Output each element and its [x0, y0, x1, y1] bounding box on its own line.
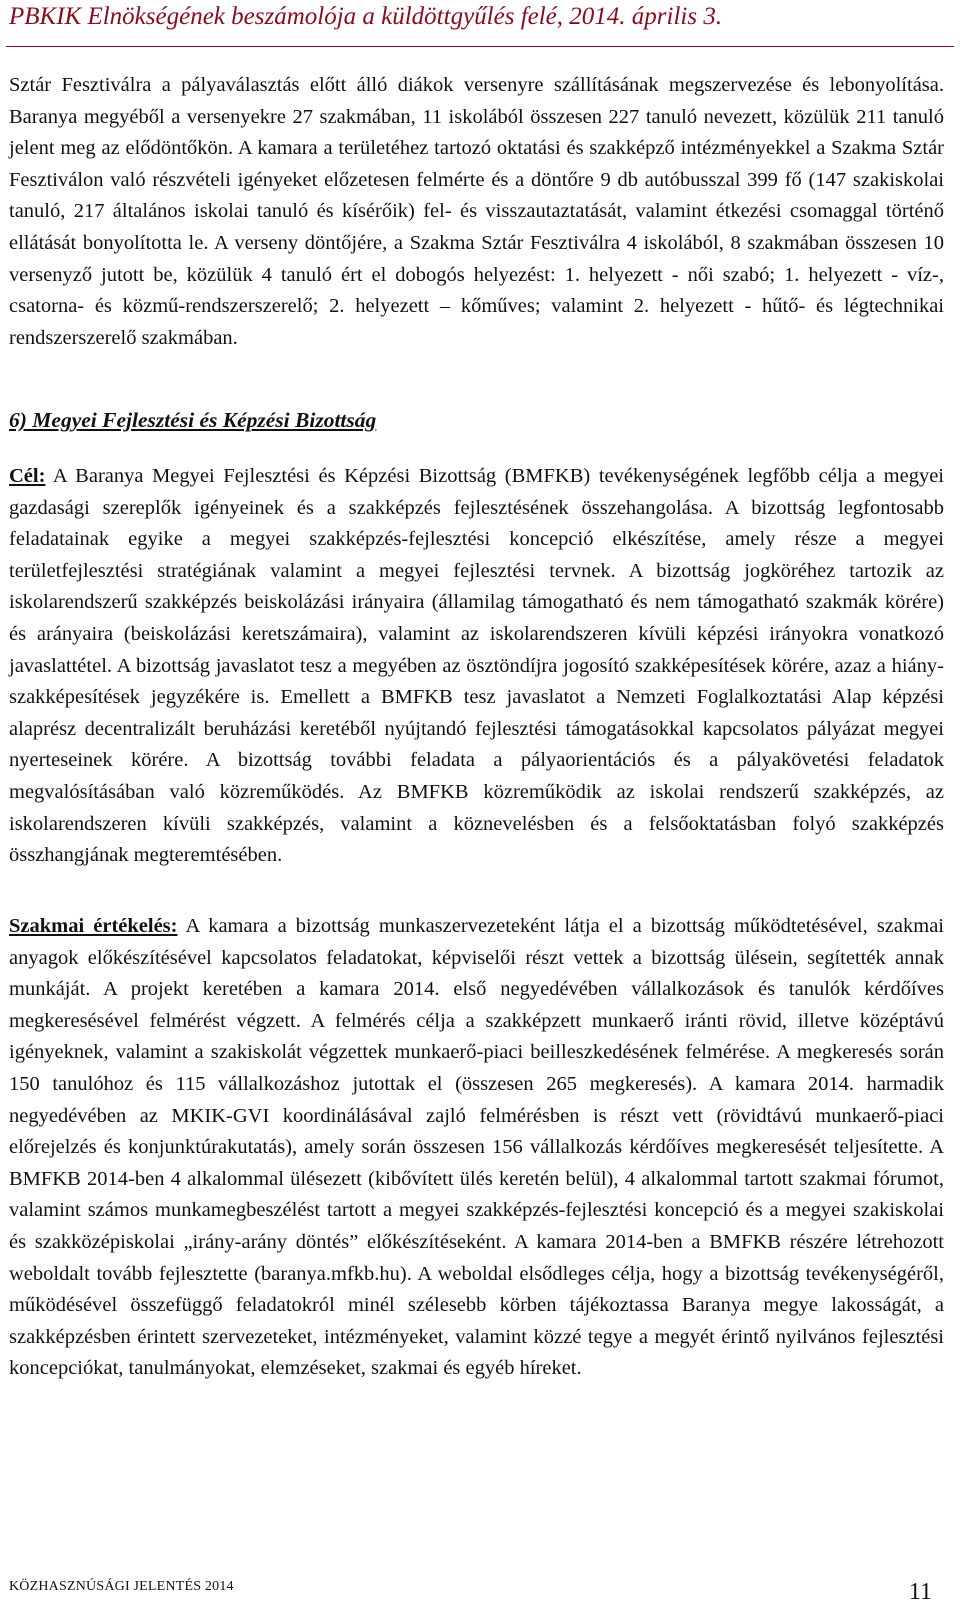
- footer-label: KÖZHASZNÚSÁGI JELENTÉS 2014: [9, 1579, 234, 1594]
- goal-text: A Baranya Megyei Fejlesztési és Képzési Bizottság (BMFKB) tevékenységének legfőbb célja a megyei gazdasági szereplők igényeinek és a szakképzés fejlesztésének összehangolása. A bizottság legfontosabb feladatainak egyike a megyei szakképzés-fejlesztési koncepció elkészítése, amely része a megyei területfejlesztési stratégiának valamint a megyei fejlesztési tervnek. A bizottság jogköréhez tartozik az iskolarendszerű szakképzés beiskolázási irányaira (államilag támogatható és nem támogatható szakmák körére) és arányaira (beiskolázási keretszámaira), valamint az iskolarendszeren kívüli képzési irányokra vonatkozó javaslattétel. A bizottság javaslatot tesz a megyében az ösztöndíjra jogosító szakképesítések körére, azaz a hiány-szakképesítések jegyzékére is. Emellett a BMFKB tesz javaslatot a Nemzeti Foglalkoztatási Alap képzési alaprész decentralizált beruházási keretéből nyújtandó fejlesztési támogatásokkal kapcsolatos pályázat megyei nyerteseinek körére. A bizottság további feladata a pályaorientációs és a pályakövetési feladatok megvalósításában való közreműködés. Az BMFKB közreműködik az iskolai rendszerű szakképzés, az iskolarendszeren kívüli szakképzés, valamint a köznevelésben és a felsőoktatásban folyó szakképzés összhangjának megteremtésében.: [9, 465, 944, 867]
- header-divider: [6, 46, 954, 47]
- intro-paragraph: Sztár Fesztiválra a pályaválasztás előtt álló diákok versenyre szállításának megszervezése és lebonyolítása. Baranya megyéből a versenyekre 27 szakmában, 11 iskolából összesen 227 tanuló nevezett, közülük 211 tanuló jelent meg az elődöntőkön. A kamara a területéhez tartozó oktatási és szakképző intézményekkel a Szakma Sztár Fesztiválon való részvételi igényeket előzetesen felmérte és a döntőre 9 db autóbusszal 399 fő (147 szakiskolai tanuló, 217 általános iskolai tanuló és kísérőik) fel- és visszautaztatását, valamint étkezési csomaggal történő ellátását bonyolította le. A verseny döntőjére, a Szakma Sztár Fesztiválra 4 iskolából, 8 szakmában összesen 10 versenyző jutott be, közülük 4 tanuló ért el dobogós helyezést: 1. helyezett - női szabó; 1. helyezett - víz-, csatorna- és közmű-rendszerszerelő; 2. helyezett – kőműves; valamint 2. helyezett - hűtő- és légtechnikai rendszerszerelő szakmában.: [9, 74, 944, 349]
- section-heading: 6) Megyei Fejlesztési és Képzési Bizottság: [9, 408, 377, 432]
- page-header-title: PBKIK Elnökségének beszámolója a küldöttgyűlés felé, 2014. április 3.: [9, 3, 723, 30]
- page-number: 11: [908, 1579, 932, 1605]
- goal-label: Cél:: [9, 465, 46, 487]
- evaluation-text: A kamara a bizottság munkaszervezeteként látja el a bizottság működtetésével, szakmai anyagok előkészítésével kapcsolatos feladatokat, képviselői részt vettek a bizottság ülésein, segítették annak munkáját. A projekt keretében a kamara 2014. első negyedévében vállalkozások és tanulók kérdőíves megkeresésével felmérést végzett. A felmérés célja a szakképzett munkaerő iránti rövid, illetve középtávú igényeknek, valamint a szakiskolát végzettek munkaerő-piaci beilleszkedésének felmérése. A megkeresés során 150 tanulóhoz és 115 vállalkozáshoz jutottak el (összesen 265 megkeresés). A kamara 2014. harmadik negyedévében az MKIK-GVI koordinálásával zajló felmérésben is részt vett (rövidtávú munkaerő-piaci előrejelzés és konjunktúrakutatás), amely során összesen 156 vállalkozás kérdőíves megkeresését teljesítette. A BMFKB 2014-ben 4 alkalommal ülésezett (kibővített ülés keretén belül), 4 alkalommal tartott szakmai fórumot, valamint számos munkamegbeszélést tartott a megyei szakképzés-fejlesztési koncepció és a megyei szakiskolai és szakközépiskolai „irány-arány döntés” előkészítéseként. A kamara 2014-ben a BMFKB részére létrehozott weboldalt tovább fejlesztette (baranya.mfkb.hu). A weboldal elsődleges célja, hogy a bizottság tevékenységéről, működésével összefüggő feladatokról minél szélesebb körben tájékoztassa Baranya megye lakosságát, a szakképzésben érintett szervezeteket, intézményeket, valamint közzé tegye a megyét érintő nyilvános fejlesztési koncepciókat, tanulmányokat, elemzéseket, szakmai és egyéb híreket.: [9, 915, 944, 1380]
- evaluation-paragraph: [9, 911, 944, 1385]
- goal-paragraph: [9, 461, 944, 872]
- evaluation-label: Szakmai értékelés:: [9, 915, 178, 937]
